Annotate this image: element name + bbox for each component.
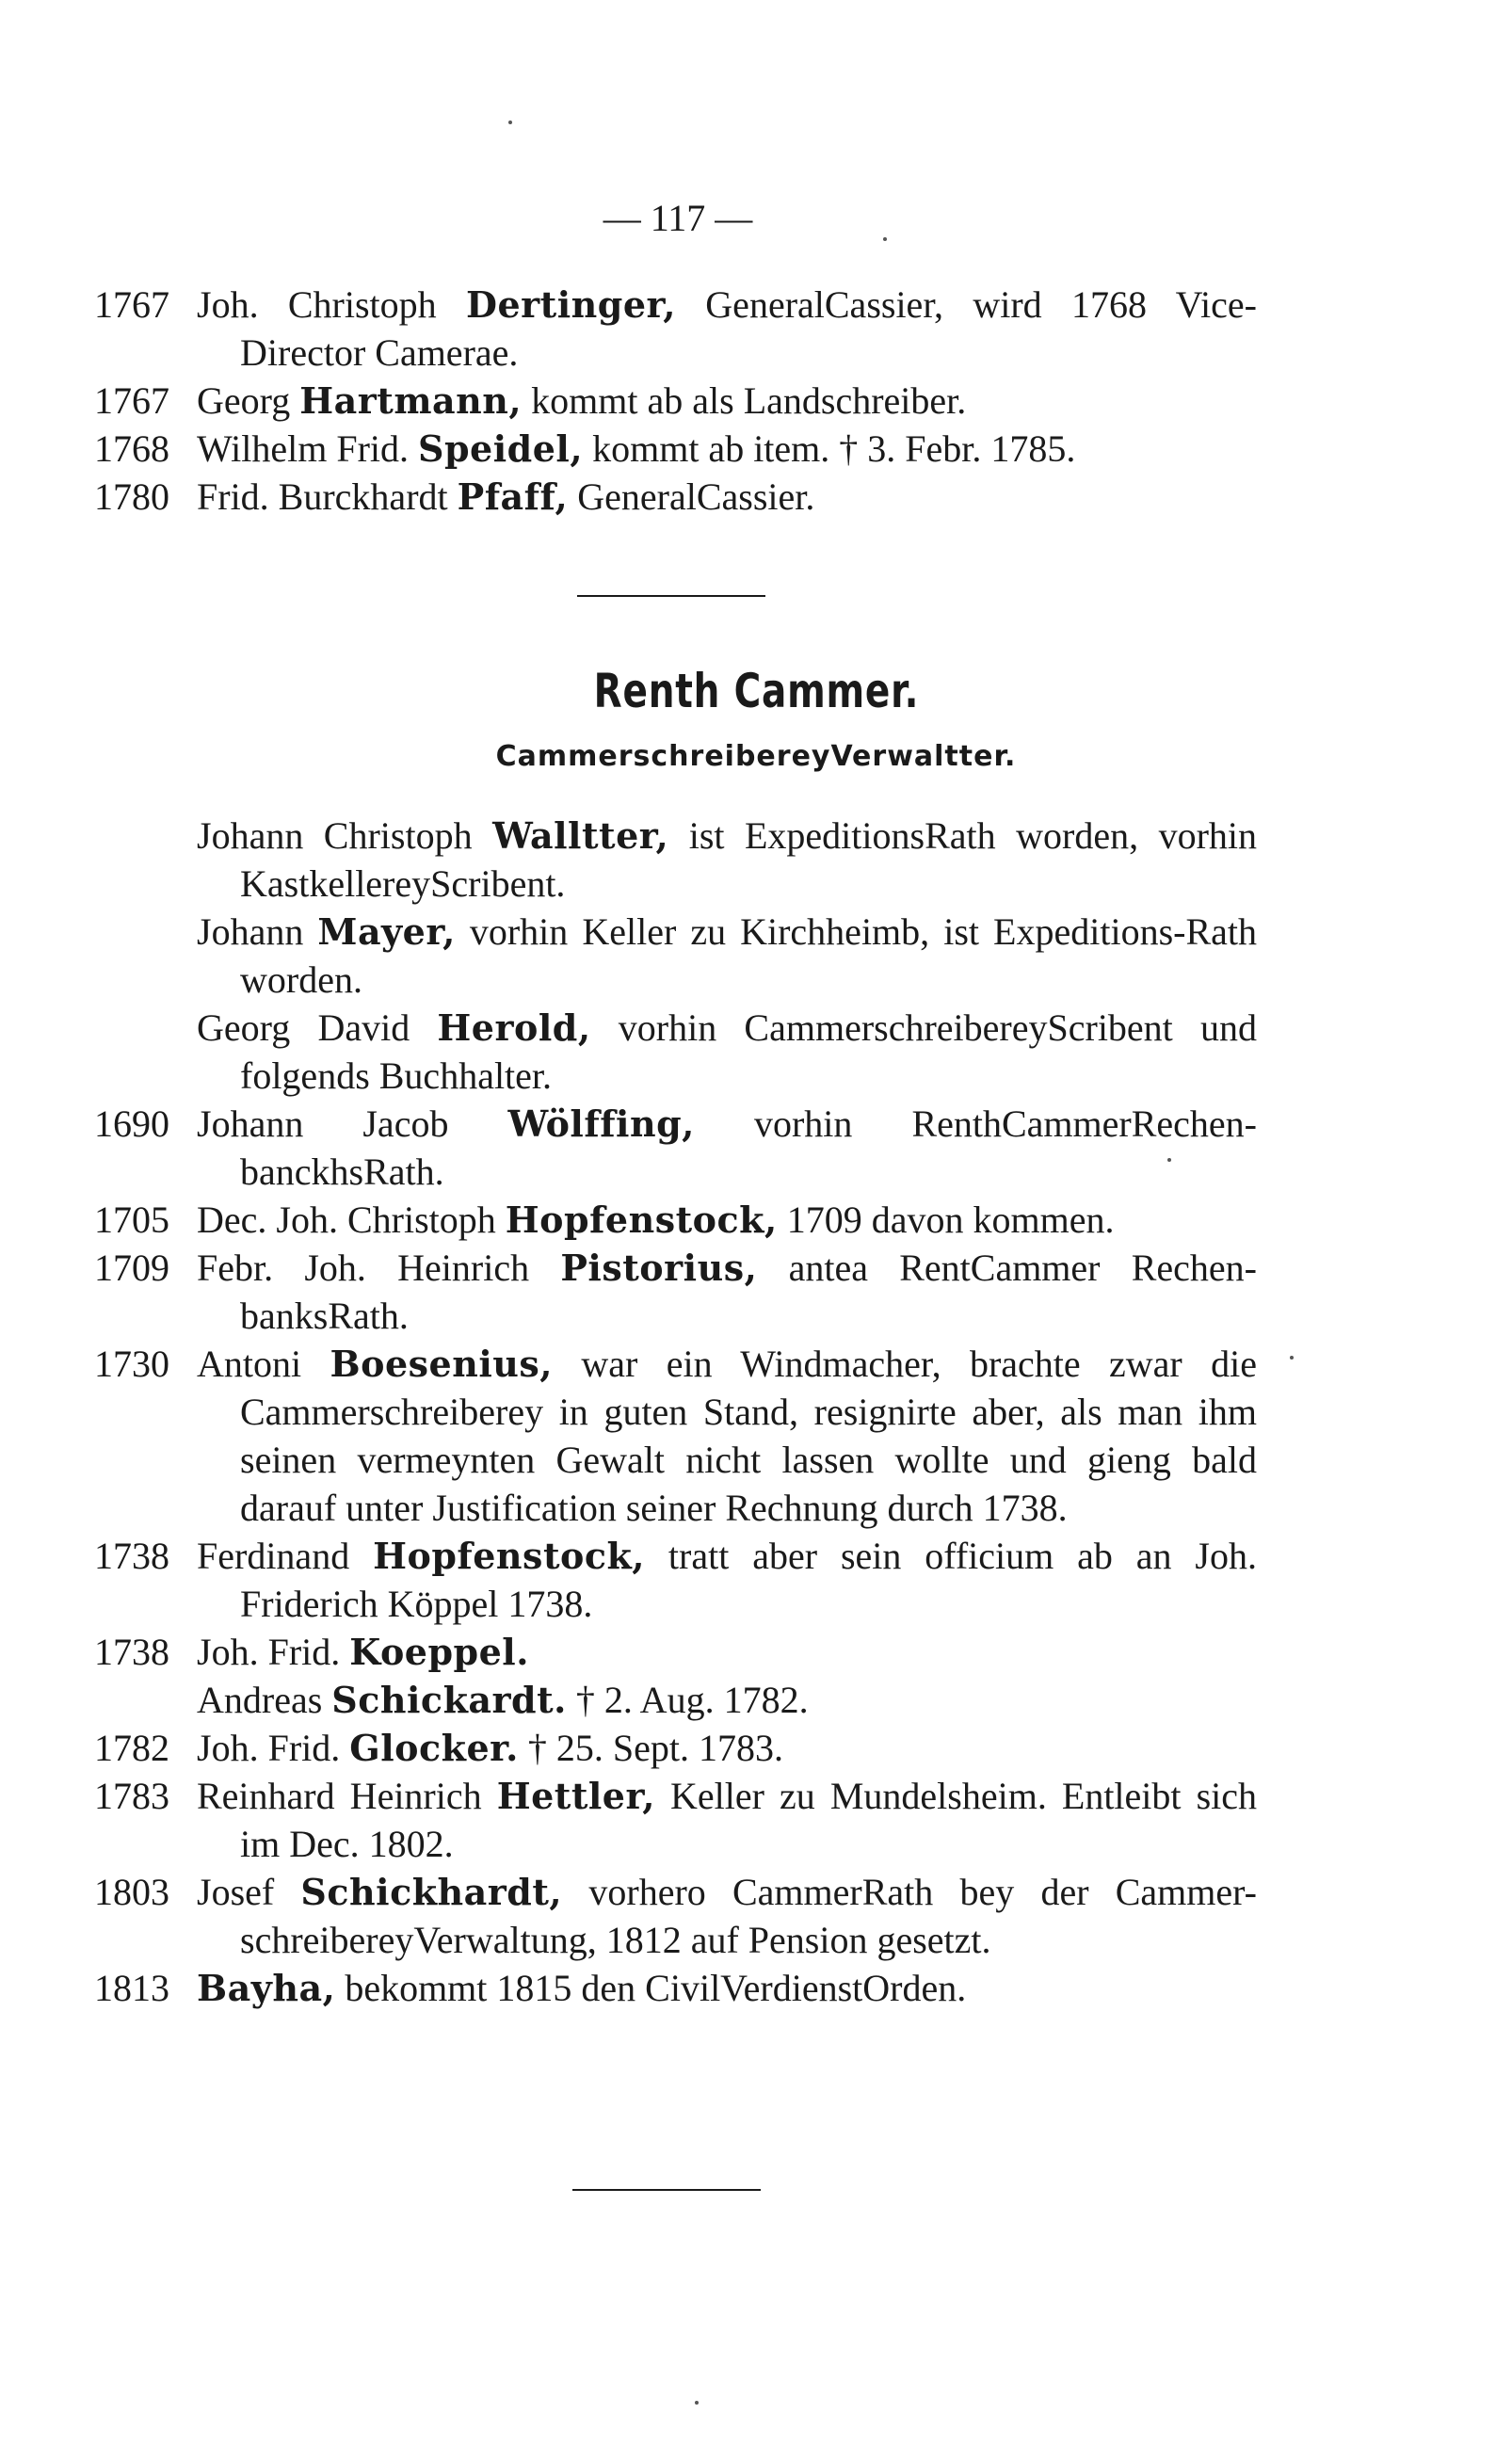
- entry-description: vorhin CammerschreibereyScribent und folgends Buchhalter.: [240, 1006, 1257, 1097]
- entry-description: vorhin RenthCammerRechen-banckhsRath.: [240, 1102, 1257, 1193]
- entry-surname: Wölffing,: [507, 1102, 695, 1145]
- entry-year: 1813: [94, 1967, 169, 2009]
- entry-prefix: Johann Jacob: [197, 1102, 508, 1145]
- entry-prefix: Wilhelm Frid.: [197, 427, 419, 470]
- register-entry: [94, 1772, 1257, 1868]
- entry-description: GeneralCassier.: [568, 475, 815, 518]
- entry-year: 1782: [94, 1727, 169, 1769]
- entry-surname: Pistorius,: [560, 1247, 758, 1289]
- entry-surname: Hopfenstock,: [373, 1535, 646, 1577]
- register-entry: [94, 425, 1257, 473]
- entry-surname: Schickardt.: [331, 1679, 567, 1721]
- entry-surname: Bayha,: [197, 1967, 336, 2009]
- register-entry: [94, 812, 1257, 908]
- entry-description: kommt ab item. † 3. Febr. 1785.: [583, 427, 1076, 470]
- register-entry: [94, 1100, 1257, 1196]
- entry-prefix: Reinhard Heinrich: [197, 1775, 497, 1817]
- entry-surname: Pfaff,: [457, 475, 569, 518]
- register-entry: [94, 908, 1257, 1004]
- entry-prefix: Joh. Frid.: [197, 1727, 350, 1769]
- entry-description: † 2. Aug. 1782.: [566, 1679, 809, 1721]
- entry-year: 1783: [94, 1775, 169, 1817]
- print-speck: [695, 2401, 699, 2405]
- entry-year: 1780: [94, 475, 169, 518]
- print-speck: [883, 237, 887, 241]
- register-entry: [94, 1724, 1257, 1772]
- register-entry: [94, 1628, 1257, 1676]
- entry-surname: Herold,: [437, 1006, 591, 1049]
- register-entry: [94, 473, 1257, 521]
- print-speck: [1290, 1356, 1294, 1360]
- section-heading: Renth Cammer.: [593, 664, 920, 718]
- entry-prefix: Georg David: [197, 1006, 438, 1049]
- entry-prefix: Ferdinand: [197, 1535, 374, 1577]
- entry-prefix: Febr. Joh. Heinrich: [197, 1247, 561, 1289]
- section-divider: [577, 595, 765, 597]
- entry-description: war ein Windmacher, brachte zwar die Cammerschreiberey in guten Stand, resignirte aber, als man ihm seinen vermeynten Gewalt nicht lassen wollte und gieng bald darauf unter Justification seiner Rechnung durch 1738.: [240, 1343, 1257, 1529]
- entry-prefix: Antoni: [197, 1343, 330, 1385]
- register-entry: [94, 1676, 1257, 1724]
- entry-surname: Speidel,: [418, 427, 584, 470]
- register-entry: [94, 1004, 1257, 1100]
- entry-year: 1767: [94, 283, 169, 326]
- entry-year: 1768: [94, 427, 169, 470]
- register-entry: [94, 1196, 1257, 1244]
- entry-prefix: Andreas: [197, 1679, 332, 1721]
- register-entry: [94, 377, 1257, 425]
- entry-description: kommt ab als Landschreiber.: [522, 379, 967, 422]
- entry-surname: Boesenius,: [330, 1343, 554, 1385]
- entry-prefix: Josef: [197, 1871, 301, 1913]
- register-entry: [94, 1340, 1257, 1532]
- print-speck: [1167, 1158, 1171, 1162]
- entry-surname: Dertinger,: [465, 283, 676, 326]
- entry-surname: Koeppel.: [349, 1631, 529, 1673]
- register-entry: [94, 281, 1257, 377]
- entry-prefix: Joh. Frid.: [197, 1631, 350, 1673]
- register-entry: [94, 1868, 1257, 1964]
- section-subheading: CammerschreibereyVerwaltter.: [495, 740, 1017, 773]
- entry-prefix: Frid. Burckhardt: [197, 475, 458, 518]
- entry-description: GeneralCassier, wird 1768 Vice-Director Camerae.: [240, 283, 1257, 374]
- entry-year: 1738: [94, 1535, 169, 1577]
- entry-prefix: Joh. Christoph: [197, 283, 466, 326]
- entry-description: ist ExpeditionsRath worden, vorhin KastkellereyScribent.: [240, 814, 1257, 905]
- entry-description: vorhin Keller zu Kirchheimb, ist Expeditions-Rath worden.: [240, 910, 1258, 1001]
- entry-description: antea RentCammer Rechen-banksRath.: [240, 1247, 1257, 1337]
- entry-surname: Mayer,: [317, 910, 456, 953]
- entry-prefix: Johann: [197, 910, 318, 953]
- entry-year: 1803: [94, 1871, 169, 1913]
- entry-prefix: Dec. Joh. Christoph: [197, 1199, 506, 1241]
- entry-surname: Hopfenstock,: [505, 1199, 778, 1241]
- entry-description: † 25. Sept. 1783.: [518, 1727, 784, 1769]
- entry-prefix: Georg: [197, 379, 300, 422]
- entry-prefix: Johann Christoph: [197, 814, 493, 857]
- page-number: — 117 —: [603, 197, 753, 239]
- register-entry: [94, 1244, 1257, 1340]
- entry-year: 1767: [94, 379, 169, 422]
- section-officials-list: [94, 281, 1257, 521]
- register-entry: [94, 1964, 1257, 2012]
- entry-surname: Glocker.: [349, 1727, 519, 1769]
- entry-surname: Hettler,: [496, 1775, 655, 1817]
- print-speck: [508, 121, 512, 124]
- entry-surname: Schickhardt,: [300, 1871, 563, 1913]
- entry-year: 1709: [94, 1247, 169, 1289]
- entry-surname: Walltter,: [492, 814, 669, 857]
- entry-year: 1705: [94, 1199, 169, 1241]
- section-renth-cammer-list: [94, 812, 1257, 2012]
- entry-description: vorhero CammerRath bey der Cammer-schreibereyVerwaltung, 1812 auf Pension gesetzt.: [240, 1871, 1257, 1961]
- register-entry: [94, 1532, 1257, 1628]
- entry-year: 1738: [94, 1631, 169, 1673]
- entry-description: 1709 davon kommen.: [777, 1199, 1115, 1241]
- entry-surname: Hartmann,: [299, 379, 523, 422]
- entry-year: 1730: [94, 1343, 169, 1385]
- end-divider: [572, 2189, 761, 2191]
- entry-description: bekommt 1815 den CivilVerdienstOrden.: [335, 1967, 967, 2009]
- entry-description: tratt aber sein officium ab an Joh. Friderich Köppel 1738.: [240, 1535, 1258, 1625]
- entry-year: 1690: [94, 1102, 169, 1145]
- entry-description: Keller zu Mundelsheim. Entleibt sich im Dec. 1802.: [240, 1775, 1258, 1865]
